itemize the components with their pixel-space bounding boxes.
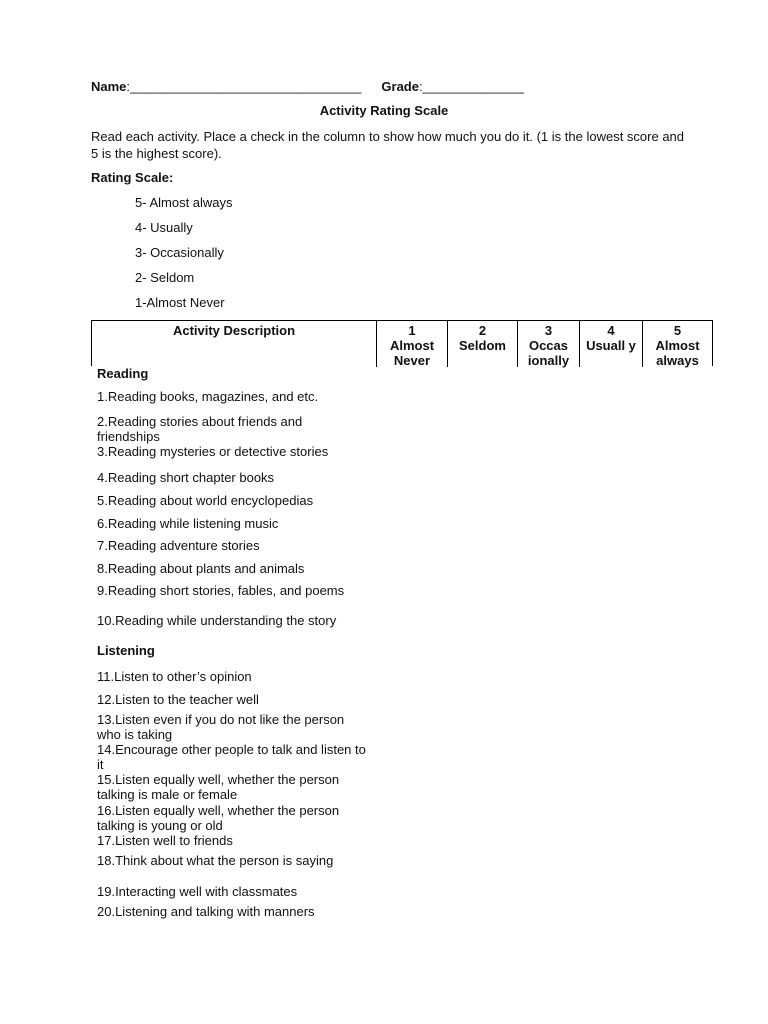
- rating-scale-item: 1-Almost Never: [135, 295, 225, 310]
- activity-item: 12.Listen to the teacher well: [97, 692, 259, 707]
- activity-item: 20.Listening and talking with manners: [97, 904, 315, 919]
- rating-scale-item: 2- Seldom: [135, 270, 195, 285]
- activity-item: 10.Reading while understanding the story: [97, 613, 337, 628]
- column-label: Usuall y: [586, 338, 636, 353]
- activity-item: 16.Listen equally well, whether the person talking is young or old: [97, 803, 340, 833]
- activity-item: 5.Reading about world encyclopedias: [97, 493, 314, 508]
- column-label: Almost Never: [389, 338, 435, 368]
- name-label: Name: [91, 79, 127, 94]
- activity-item: 15.Listen equally well, whether the person talking is male or female: [97, 772, 340, 802]
- column-header-4: [579, 321, 642, 367]
- name-field[interactable]: :________________________________: [126, 79, 362, 94]
- grade-label: Grade: [381, 79, 419, 94]
- rating-scale-item: 5- Almost always: [135, 195, 233, 210]
- rating-scale-item: 4- Usually: [135, 220, 193, 235]
- column-label: Seldom: [459, 338, 506, 353]
- page-title: Activity Rating Scale: [319, 103, 449, 118]
- section-heading-reading: Reading: [97, 366, 149, 381]
- activity-description-header: [92, 321, 376, 367]
- activity-item: 18.Think about what the person is saying: [97, 853, 334, 868]
- activity-item: 11.Listen to other’s opinion: [97, 669, 252, 684]
- column-number: 4: [607, 323, 615, 338]
- activity-item: 14.Encourage other people to talk and listen to it: [97, 742, 366, 772]
- rating-scale-heading: Rating Scale:: [91, 170, 174, 185]
- rating-scale-item: 3- Occasionally: [135, 245, 224, 260]
- activity-item: 6.Reading while listening music: [97, 516, 279, 531]
- column-number: 5: [673, 323, 682, 338]
- column-header-2: [447, 321, 517, 367]
- rating-table-header: [91, 320, 713, 366]
- activity-item: 4.Reading short chapter books: [97, 470, 275, 485]
- column-header-5: [642, 321, 712, 367]
- activity-item: 3.Reading mysteries or detective stories: [97, 444, 329, 459]
- name-grade-line: [91, 79, 524, 94]
- activity-item: 9.Reading short stories, fables, and poems: [97, 583, 345, 598]
- activity-item: 13.Listen even if you do not like the person who is taking: [97, 712, 345, 742]
- activity-item: 1.Reading books, magazines, and etc.: [97, 389, 319, 404]
- column-label: Occas ionally: [527, 338, 570, 368]
- activity-item: 17.Listen well to friends: [97, 833, 233, 848]
- instructions-text: Read each activity. Place a check in the column to show how much you do it. (1 is the lowest score and 5 is the highest score).: [91, 129, 685, 161]
- column-header-3: [517, 321, 579, 367]
- column-number: 3: [544, 323, 553, 338]
- activity-item: 19.Interacting well with classmates: [97, 884, 298, 899]
- grade-field[interactable]: :______________: [418, 79, 524, 94]
- activity-item: 8.Reading about plants and animals: [97, 561, 305, 576]
- column-number: 1: [408, 323, 416, 338]
- column-number: 2: [478, 323, 487, 338]
- column-header-1: [376, 321, 447, 367]
- activity-item: 2.Reading stories about friends and friendships: [97, 414, 303, 444]
- column-label: Almost always: [655, 338, 700, 368]
- section-heading-listening: Listening: [97, 643, 155, 658]
- activity-item: 7.Reading adventure stories: [97, 538, 260, 553]
- activity-description-label: Activity Description: [172, 323, 296, 338]
